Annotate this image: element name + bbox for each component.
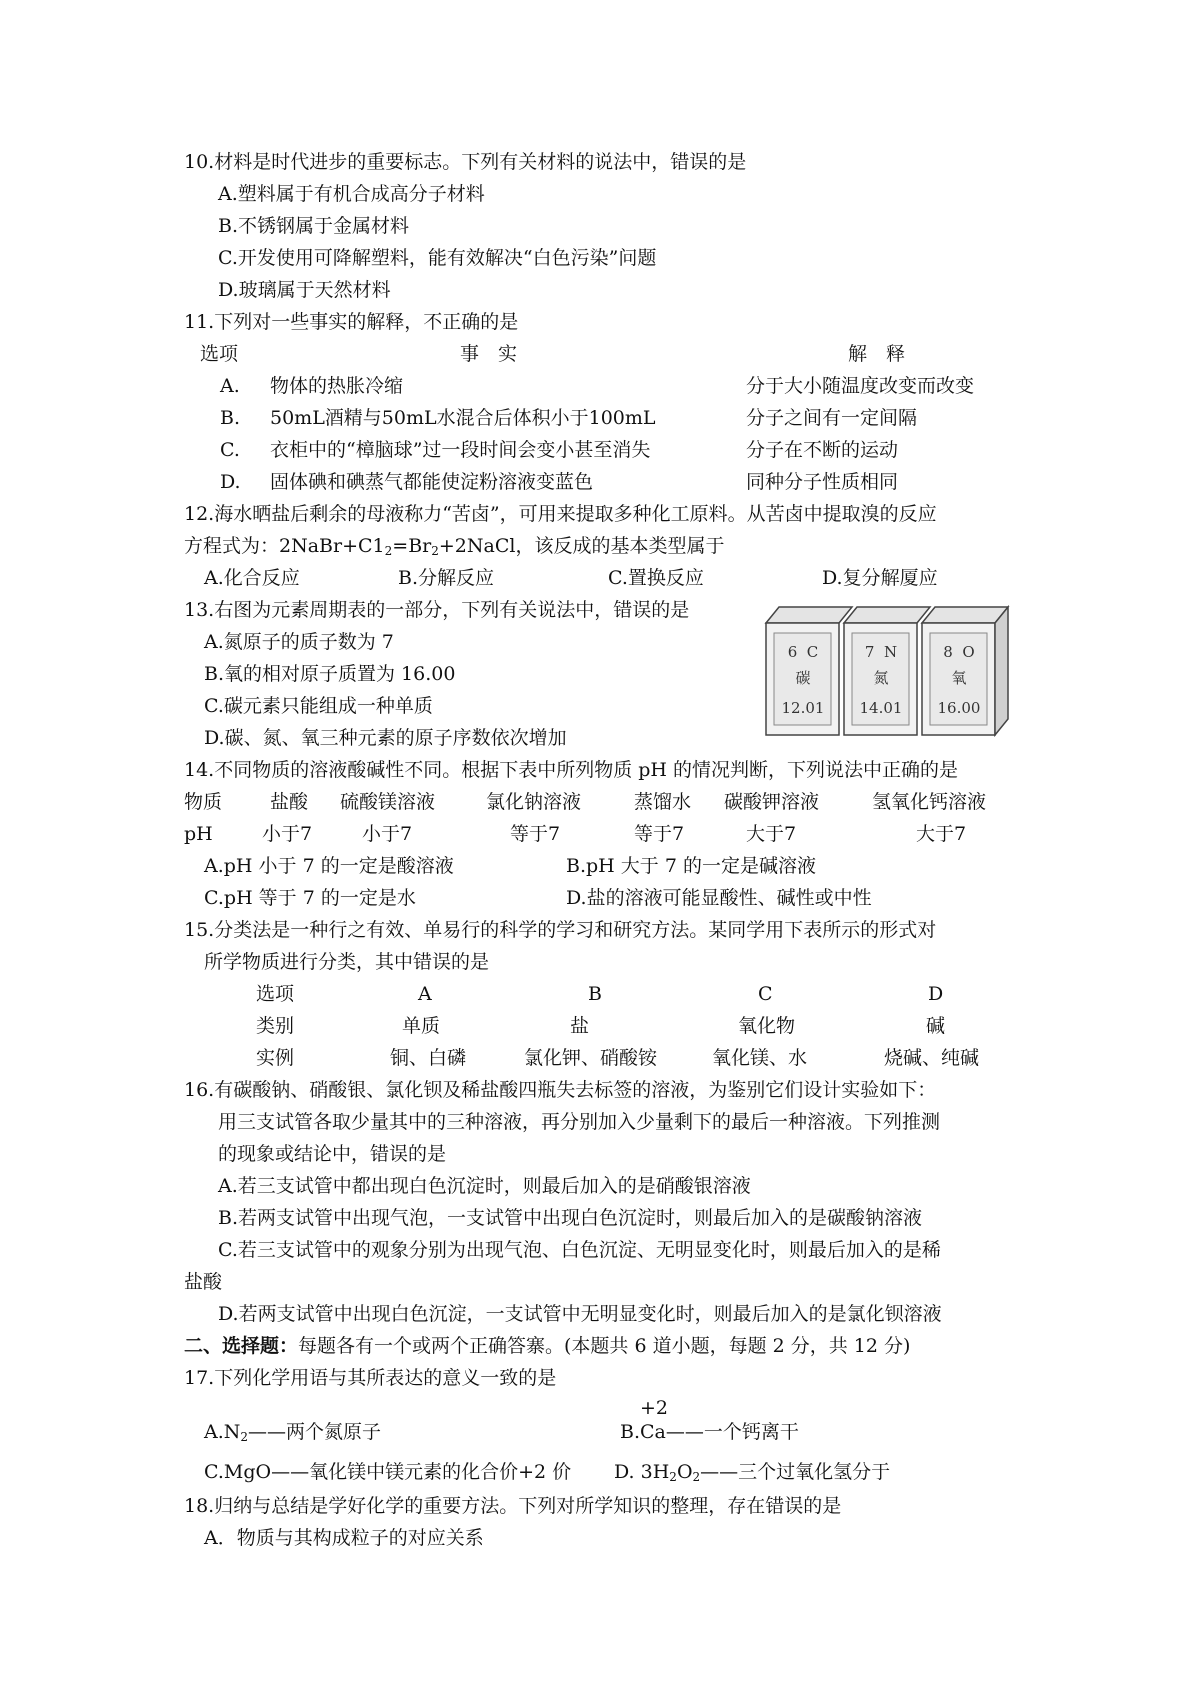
element-carbon-mass: 12.01 [781, 699, 825, 717]
q14-substance: 氢氧化钙溶液 [872, 791, 987, 813]
q13-option-b: B.氧的相对原子质置为 16.00 [204, 663, 456, 685]
q14-ph: 等于7 [634, 823, 685, 845]
q18-stem: 18.归纳与总结是学好化学的重要方法。下列对所学知识的整理，存在错误的是 [184, 1495, 842, 1517]
q17-option-d: D. $3H_2O_2——$三个过氧化氢分于 [614, 1461, 891, 1484]
q14-stem: 14.不同物质的溶液酸碱性不同。根据下表中所列物质 pH 的情况判断，下列说法中正确的是 [184, 759, 959, 781]
q15-col-option: A [418, 983, 432, 1005]
section-2-desc: 每题各有一个或两个正确答寨。(本题共 6 道小题，每题 2 分，共 12 分) [298, 1335, 911, 1357]
q15-col-option: B [588, 983, 602, 1005]
q14-option-b: B.pH 大于 7 的一定是碱溶液 [566, 855, 816, 877]
q12-stem-line2: 方程式为：$2NaBr+C1_2=Br_2+2NaCl$，该反成的基本类型属于 [184, 535, 725, 558]
q11-row-option: C. [220, 439, 240, 461]
q12-option-c: C.置换反应 [608, 567, 704, 589]
q11-row-explain: 分子之间有一定间隔 [746, 407, 918, 429]
element-oxygen-name: 氧 [951, 669, 967, 687]
q14-option-c: C.pH 等于 7 的一定是水 [204, 887, 416, 909]
q14-option-d: D.盐的溶液可能显酸性、碱性或中性 [566, 887, 872, 909]
q15-col-option: C [758, 983, 773, 1005]
element-nitrogen-symbol: 7 N [864, 643, 898, 661]
q14-ph: 小于7 [262, 823, 313, 845]
q14-ph: 等于7 [510, 823, 561, 845]
q15-label-example: 实例 [256, 1047, 295, 1069]
q10-option-a: A.塑料属于有机合成高分子材料 [218, 183, 485, 205]
q11-row-fact: 固体碘和碘蒸气都能使淀粉溶液变蓝色 [270, 471, 594, 493]
q14-ph: 大于7 [916, 823, 967, 845]
element-nitrogen-mass: 14.01 [859, 699, 903, 717]
q15-col-example: 铜、白磷 [390, 1047, 467, 1069]
q15-col-example: 氯化钾、硝酸铵 [524, 1047, 658, 1069]
element-carbon-symbol: 6 C [787, 643, 819, 661]
element-nitrogen-name: 氮 [873, 669, 889, 687]
q13-option-c: C.碳元素只能组成一种单质 [204, 695, 433, 717]
q16-stem-line3: 的现象或结论中，错误的是 [218, 1143, 447, 1165]
q14-substance: 碳酸钾溶液 [724, 791, 820, 813]
q13-option-a: A.氮原子的质子数为 7 [204, 631, 394, 653]
q10-option-b: B.不锈钢属于金属材料 [218, 215, 410, 237]
q17-option-b: B.Ca——一个钙离干 [620, 1421, 799, 1443]
q14-option-a: A.pH 小于 7 的一定是酸溶液 [204, 855, 454, 877]
q10-stem: 10.材料是时代进步的重要标志。下列有关材料的说法中，错误的是 [184, 151, 747, 173]
q16-stem-line2: 用三支试管各取少量其中的三种溶液，再分别加入少量剩下的最后一种溶液。下列推测 [218, 1111, 941, 1133]
q15-stem-line2: 所学物质进行分类，其中错误的是 [204, 951, 490, 973]
q12-option-b: B.分解反应 [398, 567, 495, 589]
q15-col-category: 单质 [402, 1015, 441, 1037]
q15-col-example: 氧化镁、水 [712, 1047, 808, 1069]
q17-option-c: C.MgO——氧化镁中镁元素的化合价+2 价 [204, 1461, 572, 1483]
q16-option-d: D.若两支试管中出现白色沉淀，一支试管中无明显变化时，则最后加入的是氯化钡溶液 [218, 1303, 942, 1325]
q11-row-fact: 物体的热胀冷缩 [270, 375, 404, 397]
q15-col-example: 烧碱、纯碱 [884, 1047, 980, 1069]
q11-row-explain: 分于大小随温度改变而改变 [746, 375, 975, 397]
q16-option-c-line1: C.若三支试管中的观象分别为出现气泡、白色沉淀、无明显变化时，则最后加入的是稀 [218, 1239, 941, 1261]
q15-stem-line1: 15.分类法是一种行之有效、单易行的科学的学习和研究方法。某同学用下表所示的形式对 [184, 919, 937, 941]
q11-row-option: B. [220, 407, 241, 429]
q11-row-option: A. [220, 375, 240, 397]
q11-stem: 11.下列对一些事实的解释，不正确的是 [184, 311, 519, 333]
q14-ph: 大于7 [746, 823, 797, 845]
q14-substance: 盐酸 [270, 791, 309, 813]
q11-header-fact: 事 实 [460, 343, 518, 365]
q12-option-a: A.化合反应 [204, 567, 300, 589]
element-carbon-name: 碳 [795, 669, 811, 687]
q17-option-b-valence: +2 [640, 1397, 669, 1419]
q14-substance: 氯化钠溶液 [486, 791, 582, 813]
q17-stem: 17.下列化学用语与其所表达的意义一致的是 [184, 1367, 557, 1389]
q11-row-explain: 分子在不断的运动 [746, 439, 899, 461]
q11-row-option: D. [220, 471, 241, 493]
q15-label-category: 类别 [256, 1015, 295, 1037]
q15-col-option: D [928, 983, 944, 1005]
q18-option-a: A．物质与其构成粒子的对应关系 [204, 1527, 484, 1549]
q14-ph: 小于7 [362, 823, 413, 845]
q10-option-c: C.开发使用可降解塑料，能有效解决“白色污染”问题 [218, 247, 657, 269]
q14-substance: 蒸馏水 [634, 791, 692, 813]
q17-option-a: $A.N_2——$两个氮原子 [204, 1421, 382, 1444]
q11-row-explain: 同种分子性质相同 [746, 471, 899, 493]
q14-row-label-ph: pH [184, 823, 213, 845]
q16-option-c-line2: 盐酸 [184, 1271, 223, 1293]
section-2-heading [184, 1335, 910, 1358]
q11-header-option: 选项 [200, 343, 239, 365]
q12-option-d: D.复分解厦应 [822, 567, 938, 589]
q14-row-label-substance: 物质 [184, 791, 223, 813]
element-oxygen-mass: 16.00 [937, 699, 981, 717]
section-2-title: 二、选择题： [184, 1335, 299, 1357]
q16-option-b: B.若两支试管中出现气泡，一支试管中出现白色沉淀时，则最后加入的是碳酸钠溶液 [218, 1207, 923, 1229]
q12-stem-line1: 12.海水晒盐后剩余的母液称力“苦卤”，可用来提取多种化工原料。从苦卤中提取溴的反应 [184, 503, 937, 525]
q11-header-explain: 解 释 [848, 343, 906, 365]
q15-label-option: 选项 [256, 983, 295, 1005]
q10-option-d: D.玻璃属于天然材料 [218, 279, 391, 301]
q11-row-fact: 衣柜中的“樟脑球”过一段时间会变小甚至消失 [270, 439, 651, 461]
periodic-table-figure [763, 603, 1023, 743]
q14-substance: 硫酸镁溶液 [340, 791, 436, 813]
q11-row-fact: 50mL酒精与50mL水混合后体积小于100mL [270, 407, 656, 429]
q15-col-category: 碱 [926, 1015, 946, 1037]
q16-stem-line1: 16.有碳酸钠、硝酸银、氯化钡及稀盐酸四瓶失去标签的溶液，为鉴别它们设计实验如下： [184, 1079, 937, 1101]
q13-stem: 13.右图为元素周期表的一部分，下列有关说法中，错误的是 [184, 599, 690, 621]
q15-col-category: 盐 [570, 1015, 590, 1037]
q15-col-category: 氧化物 [738, 1015, 796, 1037]
q16-option-a: A.若三支试管中都出现白色沉淀时，则最后加入的是硝酸银溶液 [218, 1175, 751, 1197]
q13-option-d: D.碳、氮、氧三种元素的原子序数依次增加 [204, 727, 567, 749]
element-oxygen-symbol: 8 O [943, 643, 975, 661]
